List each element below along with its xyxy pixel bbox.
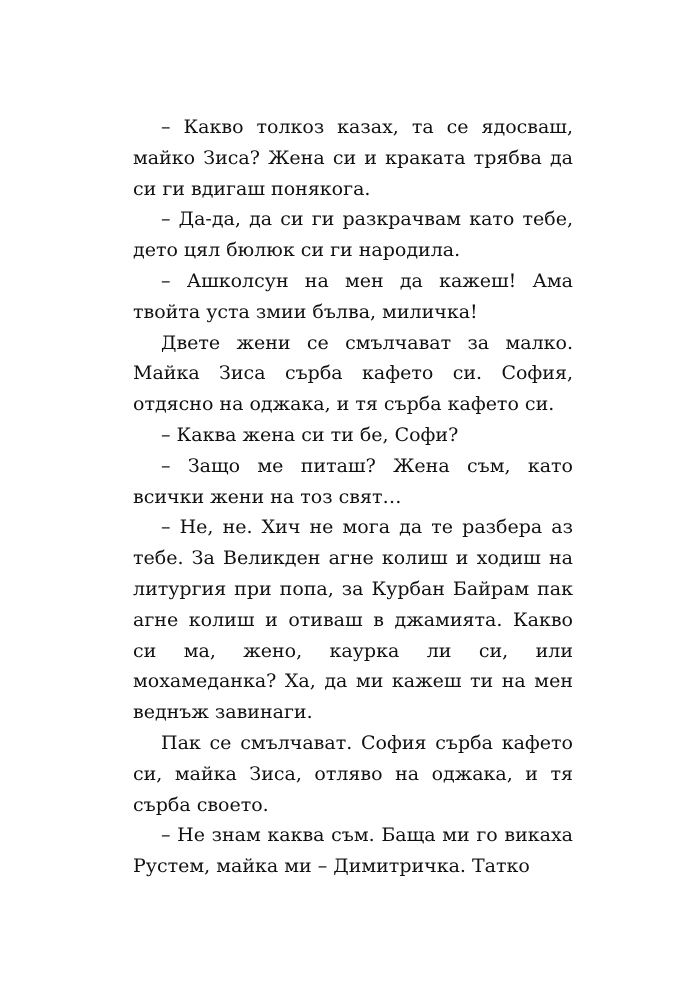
paragraph: – Не знам каква съм. Баща ми го викаха Рустем, майка ми – Димитричка. Татко [133,824,573,878]
paragraph: – Защо ме питаш? Жена съм, като всички жени на тоз свят… [133,454,573,508]
paragraph: – Каква жена си ти бе, Софи? [161,423,459,446]
paragraph: Двете жени се смълчават за малко. Майка Зиса сърба кафето си. София, отдясно на оджака, и тя сърба кафето си. [133,331,573,416]
paragraph: – Да-да, да си ги разкрачвам като тебе, дето цял бюлюк си ги народила. [133,208,573,262]
paragraph: – Какво толкоз казах, та се ядосваш, майко Зиса? Жена си и краката трябва да си ги вдигаш понякога. [133,116,573,200]
book-page [133,112,573,882]
paragraph: – Не, не. Хич не мога да те разбера аз тебе. За Великден агне колиш и ходиш на литургия при попа, за Курбан Байрам пак агне колиш и отиваш в джамията. Какво си ма, жено, каурка ли си, или мохамеданка? Ха, да ми кажеш ти на мен веднъж завинаги. [133,516,573,724]
paragraph: Пак се смълчават. София сърба кафето си, майка Зиса, отляво на оджака, и тя сърба своето. [133,731,573,816]
paragraph: – Ашколсун на мен да кажеш! Ама твойта уста змии бълва, миличка! [133,269,573,323]
